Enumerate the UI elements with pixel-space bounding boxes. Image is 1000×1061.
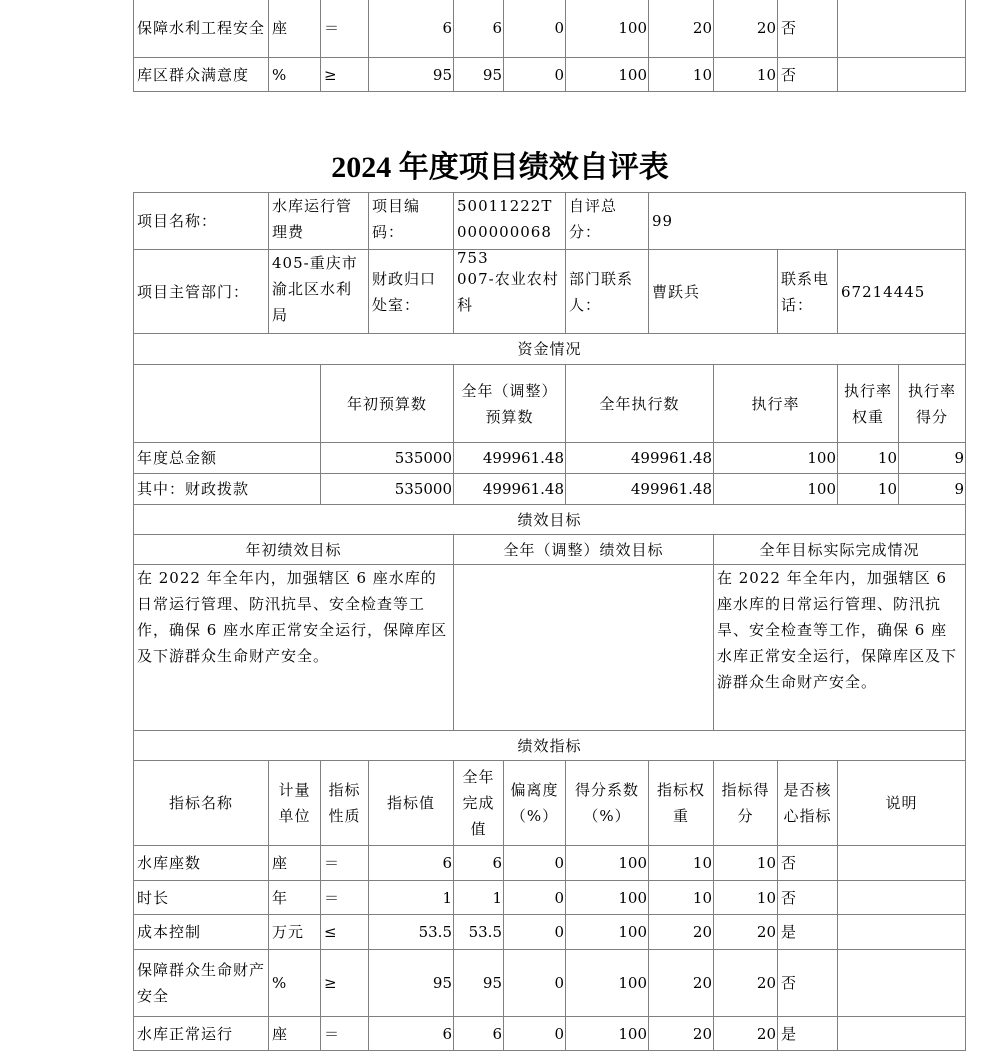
indicator-cell — [453, 880, 504, 915]
indicator-cell-text: 否 — [781, 19, 798, 37]
indicator-cell-text: 10 — [756, 854, 776, 872]
funds-cell — [565, 473, 714, 505]
indicator-cell — [268, 949, 321, 1017]
project-code-label-text: 项目编码： — [372, 197, 421, 241]
indicator-cell-text: 20 — [756, 923, 776, 941]
indicator-cell-text: 0 — [554, 19, 564, 37]
indicator-header — [453, 760, 504, 846]
funds-cell-text: 499961.48 — [630, 449, 712, 467]
indicator-cell — [368, 880, 454, 915]
indicator-cell — [268, 845, 321, 881]
phone-label-text: 联系电话： — [781, 269, 830, 314]
indicator-cell — [713, 0, 778, 58]
indicator-header-text: 是否核心指标 — [783, 781, 832, 825]
indicator-cell-text: 10 — [756, 65, 776, 84]
indicator-cell — [133, 57, 269, 92]
indicator-cell — [565, 914, 649, 950]
indicator-cell — [453, 0, 504, 58]
indicator-cell-text: 10 — [692, 888, 712, 907]
goals-section-header-text: 绩效目标 — [517, 510, 582, 529]
indicator-header-text: 指标值 — [386, 794, 435, 812]
indicator-cell-text: 20 — [756, 974, 776, 992]
funds-cell — [320, 473, 454, 505]
indicator-cell — [565, 57, 649, 92]
indicator-header — [268, 760, 321, 846]
indicator-cell — [133, 880, 269, 915]
indicator-header — [565, 760, 649, 846]
indicator-cell-text: 100 — [618, 854, 647, 872]
indicator-cell-text: 20 — [692, 923, 712, 941]
score-value — [648, 192, 966, 250]
funds-cell — [898, 473, 966, 505]
indicator-header — [320, 760, 369, 846]
indicator-cell — [133, 949, 269, 1017]
indicator-cell-text: 年 — [272, 888, 289, 907]
indicator-cell-text: 100 — [618, 923, 647, 941]
funds-cell — [133, 442, 321, 474]
indicator-cell-text: 100 — [618, 888, 647, 907]
indicator-cell — [565, 880, 649, 915]
indicator-cell-text: 100 — [618, 1024, 647, 1043]
indicator-cell — [453, 1016, 504, 1051]
indicator-cell — [713, 949, 778, 1017]
indicator-cell — [320, 845, 369, 881]
indicator-cell — [648, 57, 714, 92]
funds-header — [320, 364, 454, 443]
goals-header — [133, 534, 454, 565]
indicator-cell — [368, 845, 454, 881]
goals-header — [453, 534, 714, 565]
indicator-header — [133, 760, 269, 846]
indicator-cell — [133, 845, 269, 881]
indicator-cell-text: 53.5 — [468, 923, 502, 941]
indicator-cell-text: ≥ — [324, 65, 338, 84]
indicator-cell-text: 95 — [482, 65, 502, 84]
indicator-cell-text: 6 — [492, 19, 502, 37]
indicator-cell — [503, 914, 566, 950]
indicator-header-text: 说明 — [885, 794, 918, 812]
indicator-cell — [565, 0, 649, 58]
indicator-cell-text: 否 — [781, 974, 798, 992]
dept-value — [268, 249, 369, 334]
indicator-cell — [268, 57, 321, 92]
indicator-cell-text: 万元 — [272, 923, 305, 941]
funds-cell-text: 其中：财政拨款 — [137, 480, 250, 498]
indicator-cell — [713, 57, 778, 92]
indicator-cell-text: 否 — [781, 854, 798, 872]
funds-cell-text: 535000 — [394, 480, 452, 498]
indicator-cell-text: 100 — [618, 65, 647, 84]
indicator-cell — [777, 1016, 838, 1051]
indicator-cell — [133, 1016, 269, 1051]
indicator-cell-text: 6 — [492, 1024, 502, 1043]
funds-header — [565, 364, 714, 443]
indicator-cell-text: 95 — [432, 65, 452, 84]
indicator-cell-text: 保障水利工程安全 — [137, 19, 266, 37]
indicator-header-text: 得分系数（%） — [574, 781, 639, 825]
project-code-value-text: 50011222T000000068753 — [457, 197, 553, 267]
indicator-cell-text: 0 — [554, 974, 564, 992]
indicator-cell — [565, 1016, 649, 1051]
indicator-cell-text: 否 — [781, 888, 798, 907]
funds-cell-text: 100 — [807, 449, 836, 467]
indicator-cell-text: 95 — [482, 974, 502, 992]
indicator-cell — [320, 57, 369, 92]
indicator-cell-text: 10 — [692, 65, 712, 84]
indicator-cell-text: 10 — [692, 854, 712, 872]
funds-cell — [713, 442, 838, 474]
indicator-cell-text: 6 — [442, 1024, 452, 1043]
project-name-value — [268, 192, 369, 250]
indicator-cell-text: 0 — [554, 1024, 564, 1043]
indicator-cell-text: 1 — [492, 888, 502, 907]
indicator-header — [368, 760, 454, 846]
indicator-cell-text: 0 — [554, 888, 564, 907]
funds-cell — [713, 473, 838, 505]
score-value-text: 99 — [652, 212, 674, 230]
indicator-cell-text: ＝ — [324, 888, 341, 907]
indicator-cell — [453, 57, 504, 92]
indicator-cell-text: 座 — [272, 1024, 289, 1043]
indicator-cell-text: 6 — [442, 854, 452, 872]
indicator-header-text: 指标得分 — [721, 781, 770, 825]
indicator-header-text: 指标名称 — [168, 794, 233, 812]
indicator-header — [648, 760, 714, 846]
funds-cell-text: 10 — [877, 480, 897, 498]
indicator-cell — [320, 0, 369, 58]
funds-cell — [320, 442, 454, 474]
goals-header-text: 全年（调整）绩效目标 — [503, 540, 664, 559]
indicator-cell-text: 水库座数 — [137, 854, 202, 872]
indicator-cell — [837, 880, 966, 915]
indicator-cell-text: ＝ — [324, 19, 341, 37]
indicator-cell-text: 10 — [756, 888, 776, 907]
goals-header-text: 年初绩效目标 — [245, 540, 342, 559]
indicator-cell-text: 座 — [272, 854, 289, 872]
indicator-cell-text: 6 — [442, 19, 452, 37]
indicator-cell-text: ＝ — [324, 1024, 341, 1043]
indicator-cell — [268, 0, 321, 58]
funds-cell-text: 535000 — [394, 449, 452, 467]
funds-header — [713, 364, 838, 443]
funds-cell-text: 499961.48 — [482, 480, 564, 498]
indicator-cell — [368, 1016, 454, 1051]
indicator-cell — [648, 949, 714, 1017]
contact-value — [648, 249, 778, 334]
funds-header-text: 全年执行数 — [599, 394, 680, 413]
indicator-cell — [503, 880, 566, 915]
goals-header-text: 全年目标实际完成情况 — [759, 540, 920, 559]
indicator-cell-text: 是 — [781, 1024, 798, 1043]
funds-cell-text: 9 — [954, 449, 964, 467]
indicator-cell — [320, 1016, 369, 1051]
indicator-cell-text: 0 — [554, 923, 564, 941]
indicator-cell-text: 座 — [272, 19, 289, 37]
funds-cell-text: 年度总金额 — [137, 449, 218, 467]
dept-label-text: 项目主管部门： — [137, 282, 250, 301]
indicator-cell-text: 20 — [692, 974, 712, 992]
indicator-cell — [133, 914, 269, 950]
funds-header-text: 执行率得分 — [907, 381, 956, 426]
indicator-cell — [777, 880, 838, 915]
funds-section-header-text: 资金情况 — [517, 340, 582, 358]
indicator-cell — [713, 1016, 778, 1051]
indicator-cell — [453, 949, 504, 1017]
funds-cell-text: 499961.48 — [630, 480, 712, 498]
goal-adjusted — [453, 564, 714, 731]
funds-header — [133, 364, 321, 443]
indicator-cell-text: 100 — [618, 19, 647, 37]
indicator-cell — [503, 845, 566, 881]
indicator-cell — [320, 914, 369, 950]
indicator-cell-text: ≥ — [324, 974, 338, 992]
indicator-cell-text: 95 — [432, 974, 452, 992]
project-name-label-text: 项目名称： — [137, 212, 218, 230]
finance-value — [453, 249, 566, 334]
indicator-cell — [713, 845, 778, 881]
contact-label-text: 部门联系人： — [569, 269, 634, 314]
indicator-cell — [648, 880, 714, 915]
indicator-cell — [777, 949, 838, 1017]
funds-cell — [133, 473, 321, 505]
indicator-cell-text: 水库正常运行 — [137, 1024, 234, 1043]
indicator-cell — [648, 0, 714, 58]
indicator-cell — [837, 57, 966, 92]
indicator-cell — [268, 1016, 321, 1051]
dept-value-text: 405-重庆市渝北区水利局 — [272, 254, 358, 324]
indicator-cell — [648, 914, 714, 950]
finance-label — [368, 249, 454, 334]
goal-initial-text: 在 2022 年全年内，加强辖区 6 座水库的日常运行管理、防汛抗旱、安全检查等工作，确保 6 座水库正常安全运行，保障库区及下游群众生命财产安全。 — [137, 569, 448, 665]
indicator-cell — [777, 845, 838, 881]
indicator-cell — [320, 880, 369, 915]
indicator-cell — [837, 949, 966, 1017]
indicator-cell-text: 20 — [756, 1024, 776, 1043]
indicator-cell-text: % — [272, 974, 288, 992]
funds-header-text: 执行率权重 — [843, 381, 892, 426]
indicators-section-header — [133, 730, 966, 761]
funds-cell — [837, 473, 899, 505]
indicator-cell-text: 库区群众满意度 — [137, 65, 250, 84]
goal-actual — [713, 564, 966, 731]
indicator-cell — [777, 914, 838, 950]
finance-label-text: 财政归口处室： — [372, 269, 437, 314]
indicator-cell — [648, 845, 714, 881]
indicator-cell-text: 否 — [781, 65, 798, 84]
indicator-cell — [268, 880, 321, 915]
indicator-cell-text: 0 — [554, 854, 564, 872]
indicator-cell — [453, 845, 504, 881]
indicator-header-text: 指标权重 — [656, 781, 705, 825]
indicator-cell — [503, 1016, 566, 1051]
indicator-cell-text: 0 — [554, 65, 564, 84]
funds-cell-text: 10 — [877, 449, 897, 467]
funds-cell — [565, 442, 714, 474]
indicator-cell — [453, 914, 504, 950]
indicator-cell — [837, 914, 966, 950]
project-name-value-text: 水库运行管理费 — [272, 197, 353, 241]
indicator-cell — [368, 914, 454, 950]
funds-header — [898, 364, 966, 443]
funds-header-text: 年初预算数 — [346, 394, 427, 413]
indicator-cell — [837, 0, 966, 58]
indicator-cell — [133, 0, 269, 58]
indicator-cell-text: 保障群众生命财产安全 — [137, 961, 266, 1005]
indicator-cell — [320, 949, 369, 1017]
funds-header — [453, 364, 566, 443]
indicator-cell-text: 53.5 — [418, 923, 452, 941]
funds-cell-text: 100 — [807, 480, 836, 498]
finance-value-text: 007-农业农村科 — [457, 269, 559, 314]
indicator-cell — [713, 914, 778, 950]
indicator-cell — [368, 57, 454, 92]
indicator-cell — [503, 0, 566, 58]
indicator-header-text: 偏离度（%） — [510, 781, 559, 825]
funds-header-text: 全年（调整）预算数 — [461, 381, 558, 426]
indicators-section-header-text: 绩效指标 — [517, 736, 582, 755]
indicator-cell — [777, 57, 838, 92]
indicator-header — [503, 760, 566, 846]
score-label — [565, 192, 649, 250]
funds-header-text: 执行率 — [751, 394, 800, 413]
indicator-cell-text: 20 — [756, 19, 776, 37]
indicator-cell-text: 是 — [781, 923, 798, 941]
indicator-header-text: 全年完成值 — [462, 768, 495, 838]
indicator-cell-text: 20 — [692, 1024, 712, 1043]
indicator-cell — [713, 880, 778, 915]
indicator-header — [837, 760, 966, 846]
indicator-cell — [503, 57, 566, 92]
indicator-cell-text: 时长 — [137, 888, 170, 907]
indicator-cell-text: 1 — [442, 888, 452, 907]
phone-label — [777, 249, 838, 334]
indicator-cell — [837, 1016, 966, 1051]
project-name-label — [133, 192, 269, 250]
indicator-cell — [648, 1016, 714, 1051]
indicator-cell-text: ≤ — [324, 923, 338, 941]
indicator-cell — [503, 949, 566, 1017]
project-code-value — [453, 192, 566, 267]
project-code-label — [368, 192, 454, 250]
goal-actual-text: 在 2022 年全年内，加强辖区 6 座水库的日常运行管理、防汛抗旱、安全检查等工作，确保 6 座水库正常安全运行，保障库区及下游群众生命财产安全。 — [717, 569, 958, 691]
indicator-cell — [268, 914, 321, 950]
phone-value — [837, 249, 966, 334]
indicator-cell-text: 20 — [692, 19, 712, 37]
funds-cell — [898, 442, 966, 474]
funds-cell — [837, 442, 899, 474]
indicator-header-text: 指标性质 — [328, 781, 361, 825]
indicator-header-text: 计量单位 — [278, 781, 311, 825]
indicator-header — [713, 760, 778, 846]
funds-cell — [453, 473, 566, 505]
score-label-text: 自评总分： — [569, 197, 618, 241]
indicator-cell — [565, 949, 649, 1017]
indicator-header — [777, 760, 838, 846]
indicator-cell-text: 100 — [618, 974, 647, 992]
indicator-cell-text: 成本控制 — [137, 923, 202, 941]
indicator-cell — [368, 0, 454, 58]
funds-cell — [453, 442, 566, 474]
goals-header — [713, 534, 966, 565]
indicator-cell — [565, 845, 649, 881]
indicator-cell-text: ＝ — [324, 854, 341, 872]
funds-cell-text: 499961.48 — [482, 449, 564, 467]
funds-section-header — [133, 333, 966, 365]
dept-label — [133, 249, 269, 334]
indicator-cell-text: % — [272, 65, 288, 84]
indicator-cell — [368, 949, 454, 1017]
funds-cell-text: 9 — [954, 480, 964, 498]
indicator-cell — [777, 0, 838, 58]
indicator-cell — [837, 845, 966, 881]
goal-initial — [133, 564, 454, 731]
funds-header — [837, 364, 899, 443]
contact-label — [565, 249, 649, 334]
page-title: 2024 年度项目绩效自评表 — [331, 151, 669, 184]
goals-section-header — [133, 504, 966, 535]
phone-value-text: 67214445 — [841, 282, 926, 301]
indicator-cell-text: 6 — [492, 854, 502, 872]
contact-value-text: 曹跃兵 — [652, 282, 701, 301]
